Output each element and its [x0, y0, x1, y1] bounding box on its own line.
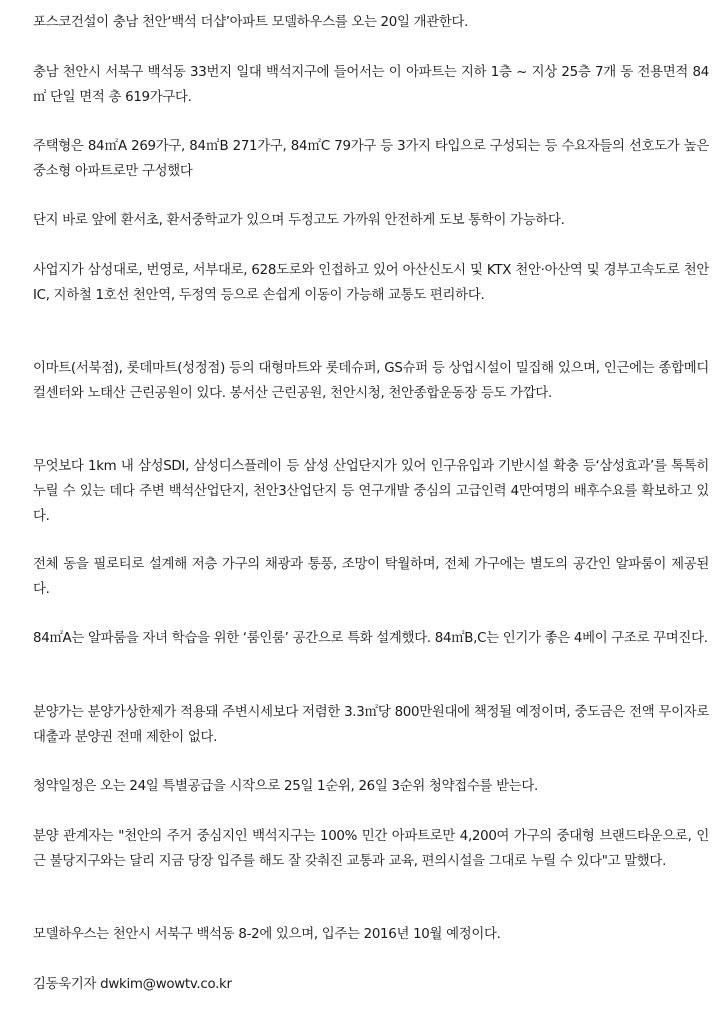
article-paragraph: 무엇보다 1km 내 삼성SDI, 삼성디스플레이 등 삼성 산업단지가 있어 인구유입과 기반시설 확충 등‘삼성효과’를 톡톡히 누릴 수 있는 데다 주변 백석산업단지, 천안3산업단지 등 연구개발 중심의 고급인력 4만여명의 배후수요를 확보하고 있다.	[33, 459, 709, 524]
article-paragraph: 청약일정은 오는 24일 특별공급을 시작으로 25일 1순위, 26일 3순위 청약접수를 받는다.	[33, 779, 538, 794]
article-paragraph: 주택형은 84㎡A 269가구, 84㎡B 271가구, 84㎡C 79가구 등 3가지 타입으로 구성되는 등 수요자들의 선호도가 높은 중소형 아파트로만 구성했다	[33, 139, 709, 179]
article-paragraph: 사업지가 삼성대로, 번영로, 서부대로, 628도로와 인접하고 있어 아산신도시 및 KTX 천안·아산역 및 경부고속도로 천안 IC, 지하철 1호선 천안역, 두정역 등으로 손쉽게 이동이 가능해 교통도 편리하다.	[33, 263, 709, 303]
article-paragraph: 모델하우스는 천안시 서북구 백석동 8-2에 있으며, 입주는 2016년 10월 예정이다.	[33, 927, 501, 942]
article-paragraph: 분양가는 분양가상한제가 적용돼 주변시세보다 저렴한 3.3㎡당 800만원대에 책정될 예정이며, 중도금은 전액 무이자로 대출과 분양권 전매 제한이 없다.	[33, 705, 709, 745]
article-paragraph: 분양 관계자는 "천안의 주거 중심지인 백석지구는 100% 민간 아파트로만 4,200여 가구의 중대형 브랜드타운으로, 인근 불당지구와는 달리 지금 당장 입주를 해도 잘 갖춰진 교통과 교육, 편의시설을 그대로 누릴 수 있다"고 말했다.	[33, 829, 709, 869]
article-paragraph: 단지 바로 앞에 환서초, 환서중학교가 있으며 두정고도 가까워 안전하게 도보 통학이 가능하다.	[33, 213, 565, 228]
article-paragraph: 충남 천안시 서북구 백석동 33번지 일대 백석지구에 들어서는 이 아파트는 지하 1층 ~ 지상 25층 7개 동 전용면적 84㎡ 단일 면적 총 619가구다.	[33, 65, 709, 105]
article-paragraph: 84㎡A는 알파룸을 자녀 학습을 위한 ‘룸인룸’ 공간으로 특화 설계했다. 84㎡B,C는 인기가 좋은 4베이 구조로 꾸며진다.	[33, 631, 708, 646]
article-paragraph: 이마트(서북점), 롯데마트(성정점) 등의 대형마트와 롯데슈퍼, GS슈퍼 등 상업시설이 밀집해 있으며, 인근에는 종합메디컬센터와 노태산 근린공원이 있다. 봉서산 근린공원, 천안시청, 천안종합운동장 등도 가깝다.	[33, 361, 709, 401]
article-byline: 김동욱기자 dwkim@wowtv.co.kr	[33, 977, 232, 992]
article-paragraph: 포스코건설이 충남 천안‘백석 더샵’아파트 모델하우스를 오는 20일 개관한다.	[33, 15, 469, 30]
article-paragraph: 전체 동을 필로티로 설계해 저층 가구의 채광과 통풍, 조망이 탁월하며, 전체 가구에는 별도의 공간인 알파룸이 제공된다.	[33, 557, 709, 597]
